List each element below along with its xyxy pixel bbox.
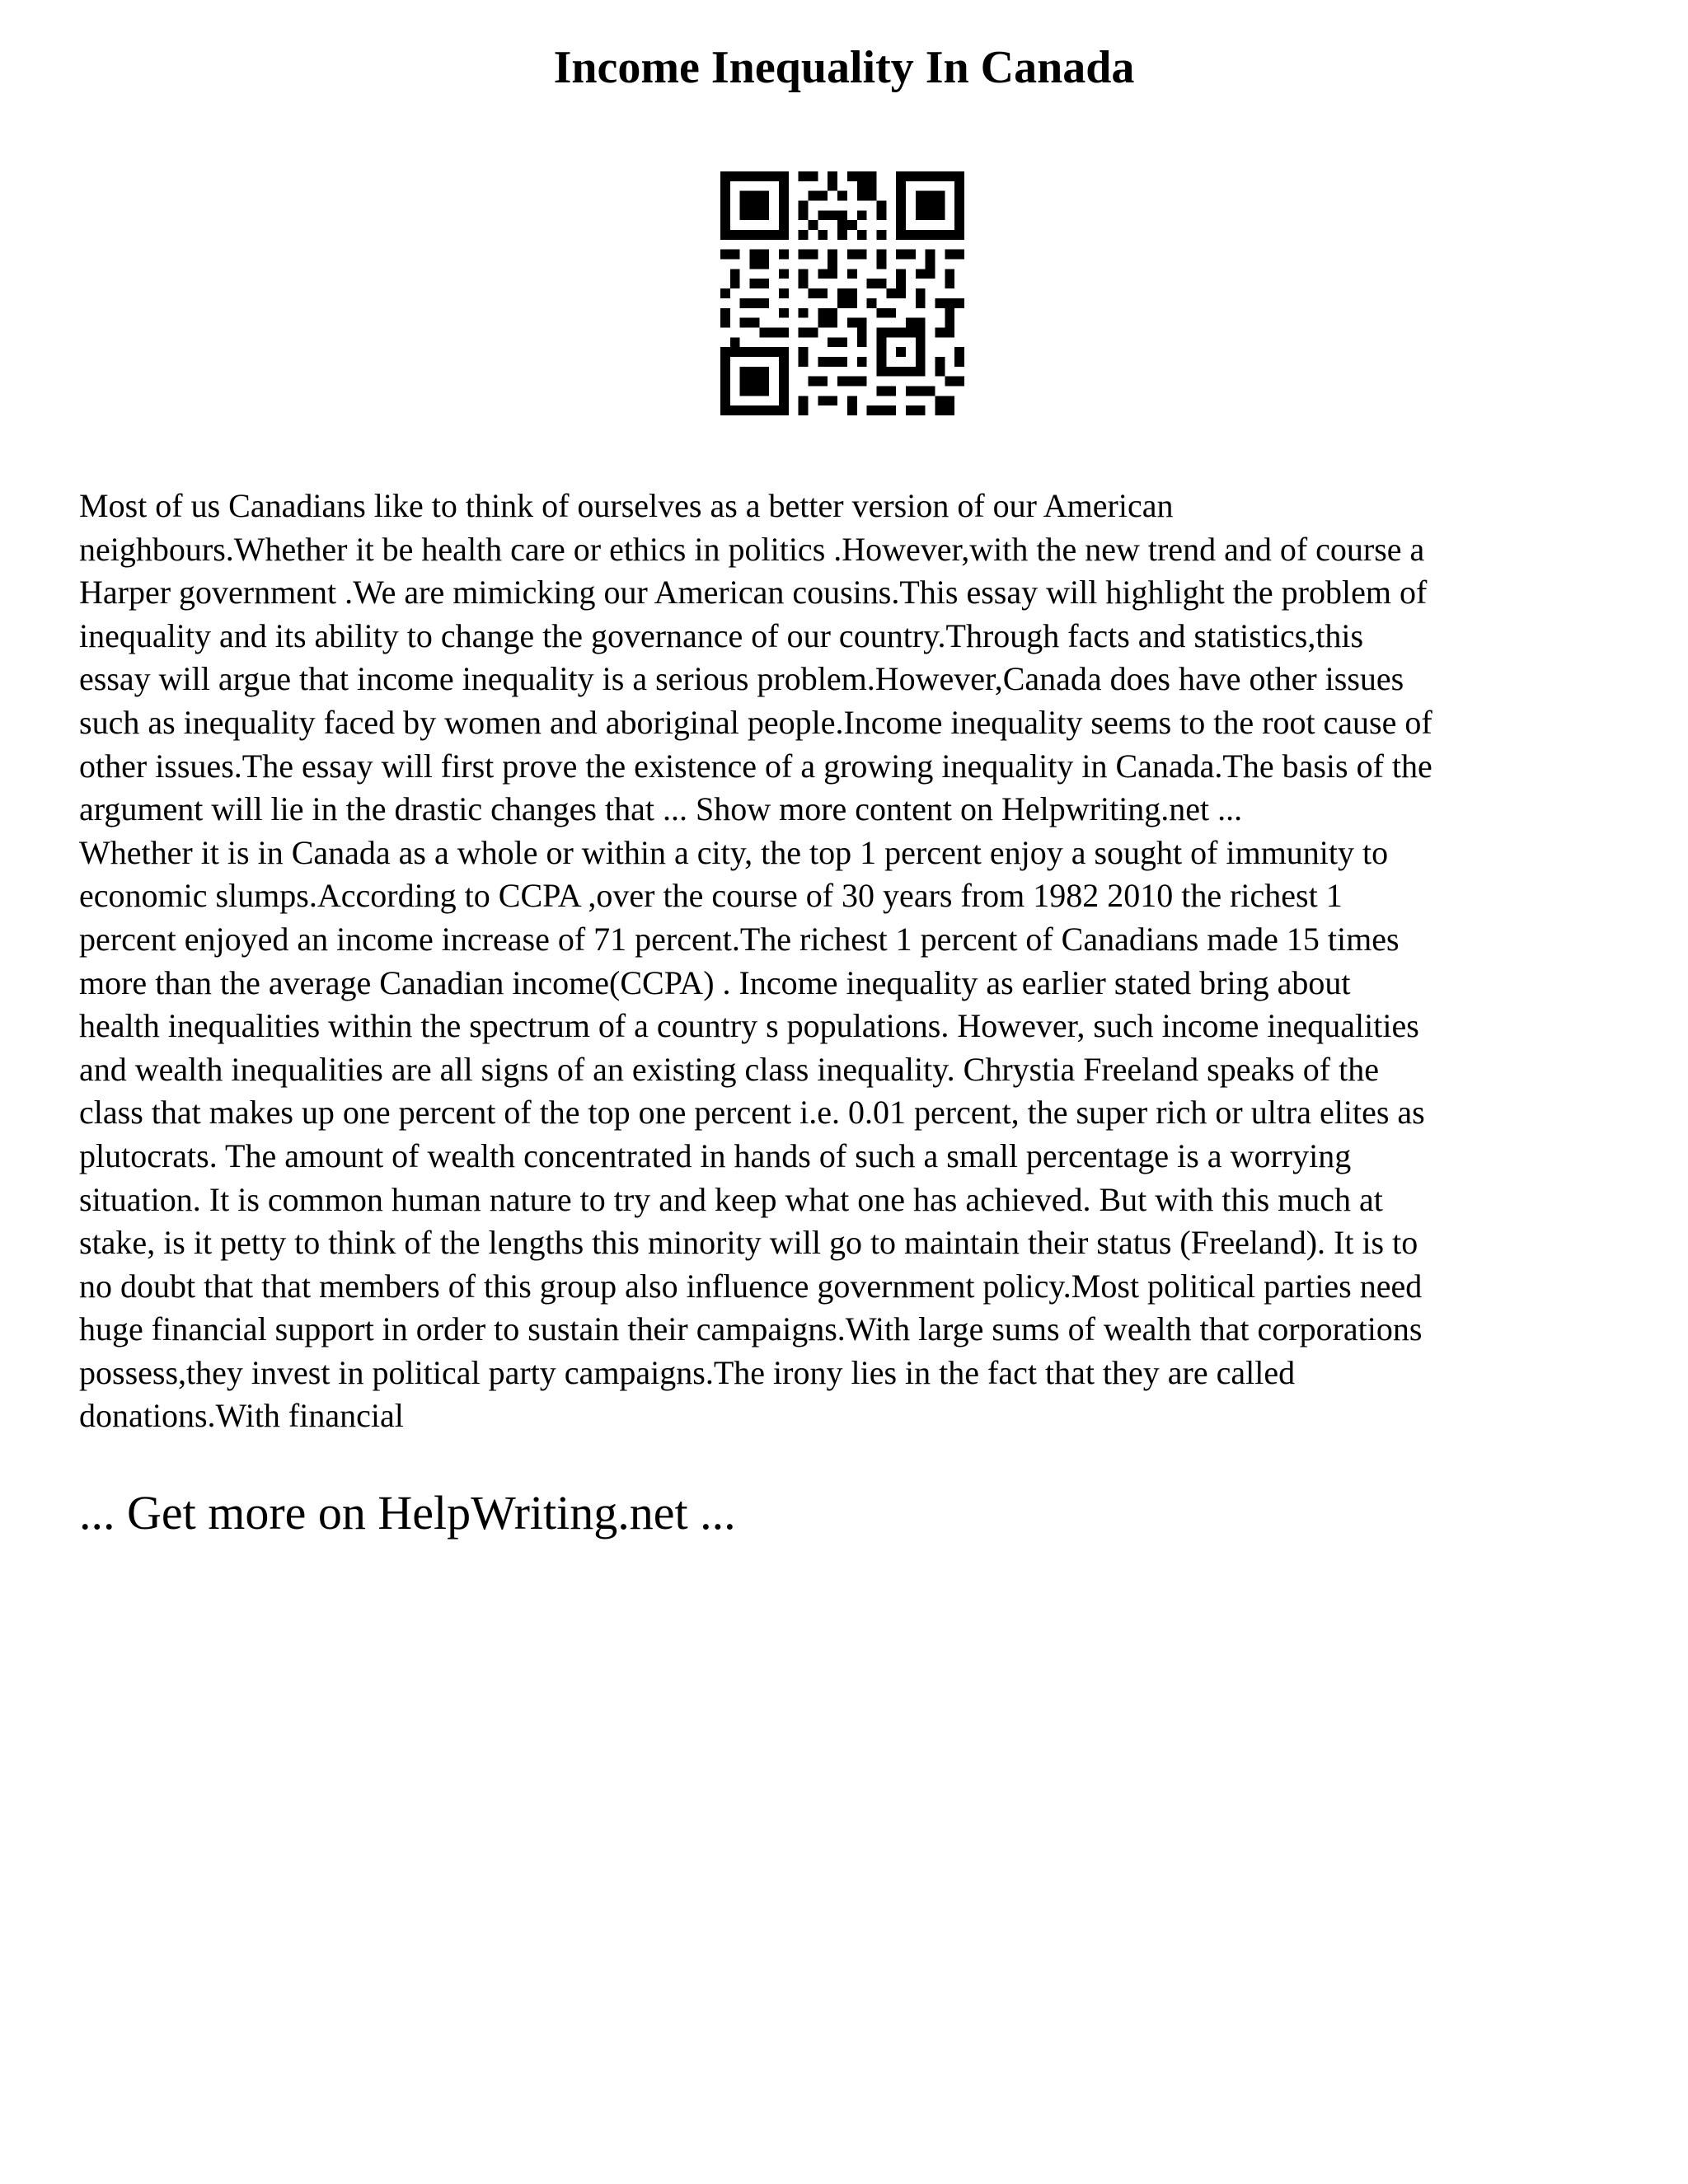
qr-code-icon [720, 171, 964, 415]
page-title: Income Inequality In Canada [553, 42, 1135, 93]
get-more-link[interactable]: ... Get more on HelpWriting.net ... [79, 1486, 736, 1540]
essay-body [79, 485, 1629, 1438]
essay-paragraph: Whether it is in Canada as a whole or within a city, the top 1 percent enjoy a sought of immunity to economic slumps.According to CCPA ,over the course of 30 years from 1982 2010 the richest 1 percent enjoyed an income increase of 71 percent.The richest 1 percent of Canadians made 15 times more than the average Canadian income(CCPA) . Income inequality as earlier stated bring about health inequalities within the spectrum of a country s populations. However, such income inequalities and wealth inequalities are all signs of an existing class inequality. Chrystia Freeland speaks of the class that makes up one percent of the top one percent i.e. 0.01 percent, the super rich or ultra elites as plutocrats. The amount of wealth concentrated in hands of such a small percentage is a worrying situation. It is common human nature to try and keep what one has achieved. But with this much at stake, is it petty to think of the lengths this minority will go to maintain their status (Freeland). It is to no doubt that that members of this group also influence government policy.Most political parties need huge financial support in order to sustain their campaigns.With large sums of wealth that corporations possess,they invest in political party campaigns.The irony lies in the fact that they are called donations.With financial [79, 833, 1425, 1435]
essay-paragraph: Most of us Canadians like to think of ourselves as a better version of our American neighbours.Whether it be health care or ethics in politics .However,with the new trend and of course a Harper government .We are mimicking our American cousins.This essay will highlight the problem of inequality and its ability to change the governance of our country.Through facts and statistics,this essay will argue that income inequality is a serious problem.However,Canada does have other issues such as inequality faced by women and aboriginal people.Income inequality seems to the root cause of other issues.The essay will first prove the existence of a growing inequality in Canada.The basis of the argument will lie in the drastic changes that ... Show more content on Helpwriting.net ... [79, 487, 1432, 828]
